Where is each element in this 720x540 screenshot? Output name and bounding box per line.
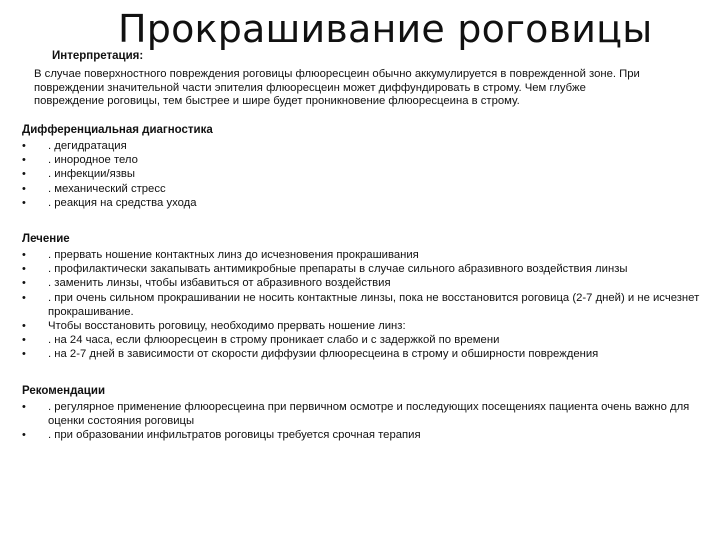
recommendations-list bbox=[22, 400, 712, 443]
list-item: • . профилактически закапывать антимикробные препараты в случае сильного абразивного воздействия линзы bbox=[22, 262, 712, 276]
list-item: • . прервать ношение контактных линз до исчезновения прокрашивания bbox=[22, 248, 712, 262]
treatment-heading: Лечение bbox=[22, 233, 70, 245]
interpretation-text bbox=[34, 68, 704, 109]
differential-list bbox=[22, 139, 712, 210]
interpretation-line: повреждении значительной части эпителия флюоресцеин может диффундировать в строму. Чем глубже bbox=[34, 81, 586, 94]
treatment-list bbox=[22, 248, 712, 362]
interpretation-line: повреждение роговицы, тем быстрее и шире будет проникновение флюоресцеина в строму. bbox=[34, 95, 520, 107]
list-item: • . при образовании инфильтратов роговицы требуется срочная терапия bbox=[22, 428, 712, 442]
list-item: • . на 2-7 дней в зависимости от скорости диффузии флюоресцеина в строму и обширности повреждения bbox=[22, 347, 712, 361]
differential-heading: Дифференциальная диагностика bbox=[22, 124, 213, 136]
list-item: • . дегидратация bbox=[22, 139, 712, 153]
list-item: • . при очень сильном прокрашивании не носить контактные линзы, пока не восстановится роговица (2-7 дней) и не исчезнет прокрашивание. bbox=[22, 291, 712, 319]
interpretation-line: В случае поверхностного повреждения роговицы флюоресцеин обычно аккумулируется в поврежденной зоне. При bbox=[34, 68, 640, 80]
list-item: • . инородное тело bbox=[22, 153, 712, 167]
list-item: • . заменить линзы, чтобы избавиться от абразивного воздействия bbox=[22, 276, 712, 290]
list-item: • . регулярное применение флюоресцеина при первичном осмотре и последующих посещениях пациента очень важно для оценки состояния роговицы bbox=[22, 400, 712, 428]
slide-title: Прокрашивание роговицы bbox=[118, 7, 653, 51]
recommendations-heading: Рекомендации bbox=[22, 385, 106, 397]
list-item: • . инфекции/язвы bbox=[22, 167, 712, 181]
interpretation-label: Интерпретация: bbox=[52, 50, 144, 62]
list-item: • Чтобы восстановить роговицу, необходимо прервать ношение линз: bbox=[22, 319, 712, 333]
list-item: • . на 24 часа, если флюоресцеин в строму проникает слабо и с задержкой по времени bbox=[22, 333, 712, 347]
list-item: • . реакция на средства ухода bbox=[22, 196, 712, 210]
list-item: • . механический стресс bbox=[22, 182, 712, 196]
